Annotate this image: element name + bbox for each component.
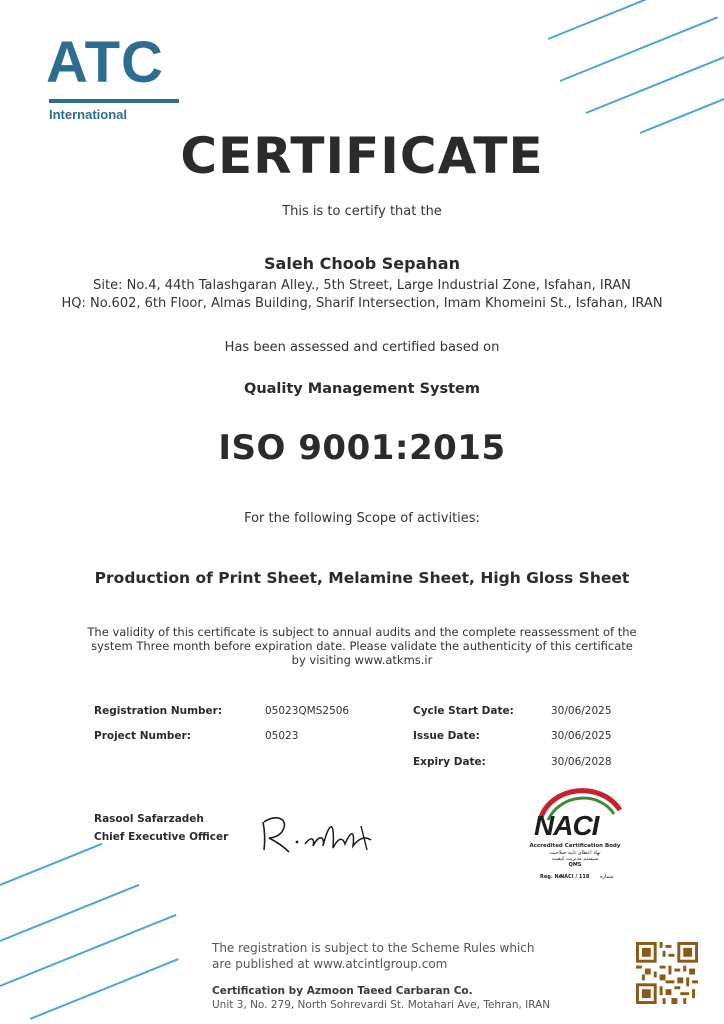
footer-line: The registration is subject to the Scheme Rules which — [212, 941, 535, 955]
handwritten-signature — [255, 808, 405, 858]
naci-reg-persian: شماره — [600, 874, 614, 880]
validity-line: system Three month before expiration date. Please validate the authenticity of this certificate — [91, 639, 633, 653]
naci-reg-value: NACI / 118 — [560, 874, 590, 880]
expiry-date-value: 30/06/2028 — [551, 756, 612, 768]
footer-certifier-address: Unit 3, No. 279, North Sohrevardi St. Motahari Ave, Tehran, IRAN — [212, 999, 551, 1011]
naci-accreditation-mark — [520, 780, 630, 890]
intro-text: This is to certify that the — [282, 204, 442, 219]
naci-persian-line: سیستم مدیریت کیفیت — [551, 856, 599, 862]
expiry-date-label: Expiry Date: — [413, 756, 486, 768]
iso-standard: ISO 9001:2015 — [218, 428, 506, 468]
scope-activities: Production of Print Sheet, Melamine Sheet, High Gloss Sheet — [94, 569, 630, 587]
assessed-text: Has been assessed and certified based on — [224, 340, 500, 355]
naci-qms: QMS — [568, 862, 582, 868]
naci-reg-label: Reg. No. — [540, 874, 564, 880]
signatory-name: Rasool Safarzadeh — [94, 813, 204, 825]
naci-caption: Accredited Certification Body — [529, 843, 621, 849]
footer-certifier-name: Certification by Azmoon Taeed Carbaran Co. — [212, 985, 473, 997]
logo-subtitle: International — [49, 107, 128, 122]
issue-date-label: Issue Date: — [413, 730, 480, 742]
signatory-role: Chief Executive Officer — [94, 831, 229, 843]
company-name: Saleh Choob Sepahan — [264, 254, 460, 273]
registration-number-value: 05023QMS2506 — [265, 705, 350, 717]
footer-certifier — [212, 984, 550, 1012]
company-hq-address: HQ: No.602, 6th Floor, Almas Building, Sharif Intersection, Imam Khomeini St., Isfahan, IRAN — [61, 296, 663, 311]
footer-scheme-note — [212, 940, 535, 972]
footer-line: are published at www.atcintlgroup.com — [212, 957, 448, 971]
validity-line: The validity of this certificate is subject to annual audits and the complete reassessment of the — [87, 625, 637, 639]
cycle-start-label: Cycle Start Date: — [413, 705, 514, 717]
cycle-start-value: 30/06/2025 — [551, 705, 612, 717]
atc-logo: ATC — [46, 30, 164, 95]
issue-date-value: 30/06/2025 — [551, 730, 612, 742]
logo-underline — [49, 99, 179, 103]
validity-line: by visiting www.atkms.ir — [291, 653, 433, 667]
qr-code-icon — [636, 942, 698, 1004]
company-site-address: Site: No.4, 44th Talashgaran Alley., 5th Street, Large Industrial Zone, Isfahan, IRAN — [93, 278, 631, 293]
signatory-block — [94, 810, 228, 846]
naci-logo-text: NACI — [534, 810, 599, 841]
project-number-label: Project Number: — [94, 730, 191, 742]
registration-number-label: Registration Number: — [94, 705, 223, 717]
naci-persian-line: نهاد اعطای تایید صلاحیت — [549, 850, 601, 856]
management-system: Quality Management System — [244, 381, 480, 397]
validity-note — [0, 625, 724, 667]
certificate-title: CERTIFICATE — [180, 127, 544, 185]
scope-intro: For the following Scope of activities: — [244, 511, 480, 526]
project-number-value: 05023 — [265, 730, 299, 742]
